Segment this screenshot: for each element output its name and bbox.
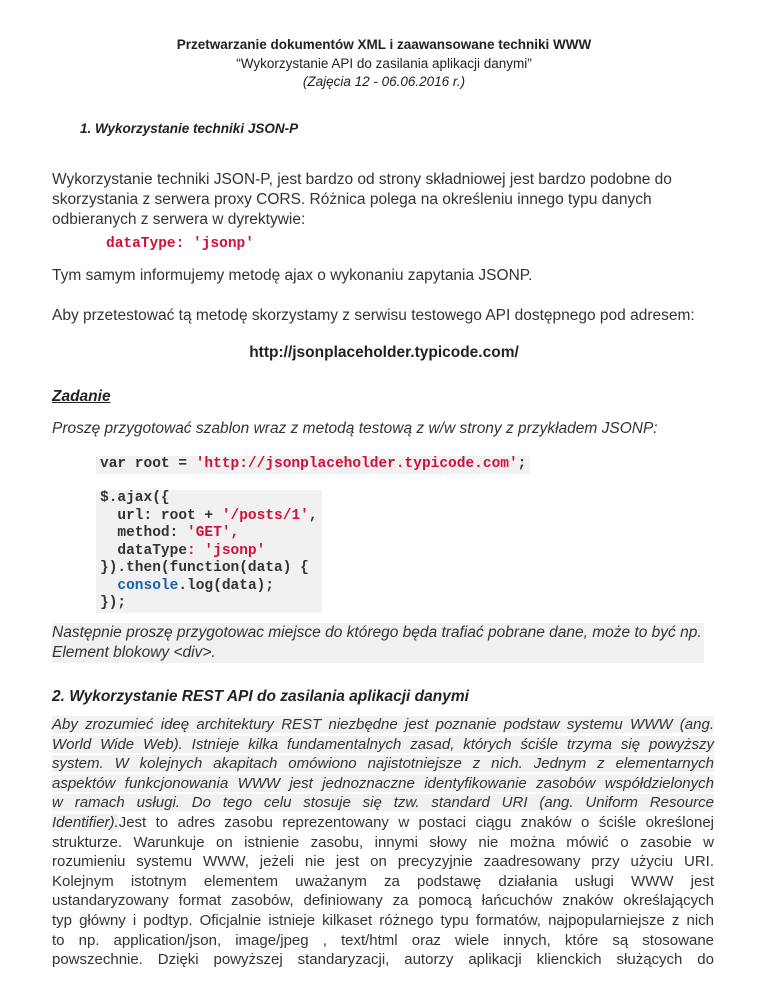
paragraph-line: skorzystania z serwera proxy CORS. Różnica polega na określeniu innego typu danych [52,191,652,208]
code-value: 'jsonp' [193,236,254,252]
code-token: var root = [100,456,196,472]
paragraph-line [52,852,714,872]
highlighted-text: system. W kolejnych akapitach omówiono najistotniejsze z nich. Jednym z elementarnych [52,755,714,773]
highlighted-text: World Wide Web). Istnieje kilka fundamentalnych zasad, których ściśle trzyma się powyższy [52,735,714,753]
body-text: powszechnie. Dzięki powyższej standaryzacji, autorzy aplikacji klienckich służących do [52,951,714,969]
task-intro: Proszę przygotować szablon wraz z metodą testową z w/w strony z przykładem JSONP: [52,420,658,437]
document-subtitle: “Wykorzystanie API do zasilania aplikacji danymi” [236,56,532,71]
code-token: ; [517,456,527,472]
section-2-paragraph [52,715,714,970]
code-token: method: [100,525,188,541]
code-token: , [308,507,318,524]
body-text: strukturze. Warunkuje on istnienie zasobu, innymi słowy nie można mówić o zasobie w [52,833,714,851]
document-title: Przetwarzanie dokumentów XML i zaawansowane techniki WWW [176,37,592,52]
code-token: url: root + [100,507,222,524]
paragraph-line [52,891,714,911]
code-token [100,578,117,594]
body-text: ustandaryzowany format zasobów, definiowany za pomocą łańcuchów znaków określających [52,892,714,910]
highlighted-text: aspektów funkcjonowania WWW jest jednoznaczne identyfikowanie zasobów współdzielonych [52,774,714,792]
body-text: Kolejnym istotnym elementem uważanym za podstawę działania usługi WWW jest [52,872,714,890]
highlighted-text: w ramach usługi. Do tego celu stosuje się tzw. standard URI (ang. Uniform Resource [52,794,714,812]
paragraph-line [52,793,714,813]
code-block-ajax [96,490,322,613]
code-string: 'http://jsonplaceholder.typicode.com' [195,456,518,472]
code-line: }).then(function(data) { [100,560,309,576]
task-heading: Zadanie [52,388,111,405]
code-line: }); [100,595,127,611]
highlighted-text: Identifier). [52,813,119,831]
code-token: .log(data); [178,577,275,594]
body-text: rozumieniu systemu WWW, jeżeli nie jest on precyzyjnie zaadresowany przy użyciu URI. [52,853,714,871]
code-string: : 'jsonp' [187,542,266,559]
paragraph-line [52,872,714,892]
code-console: console [117,577,179,594]
paragraph-line [52,833,714,853]
paragraph-line [52,950,714,970]
paragraph-line [52,735,714,755]
body-text: Jest to adres zasobu reprezentowany w postaci ciągu znaków o ściśle określonej [118,813,714,831]
body-text: typ główny i podtyp. Oficjalnie istnieje kilkaset różnego typu formatów, najpopularniejsze z nich [52,911,714,929]
task-followup [52,623,704,663]
code-key: dataType: [106,236,185,252]
code-string: '/posts/1' [221,507,309,524]
paragraph-line [52,911,714,931]
paragraph-line [52,813,714,833]
paragraph-line: Element blokowy <div>. [52,644,216,661]
paragraph-line [52,774,714,794]
paragraph-line [52,754,714,774]
paragraph-line: Wykorzystanie techniki JSON-P, jest bardzo od strony składniowej jest bardzo podobne do [52,171,672,188]
test-api-paragraph: Aby przetestować tą metodę skorzystamy z serwisu testowego API dostępnego pod adresem: [52,307,695,324]
section-2-heading: 2. Wykorzystanie REST API do zasilania aplikacji danymi [52,688,469,705]
paragraph-line: Następnie proszę przygotowac miejsce do którego będa trafiać pobrane dane, może to być np. [52,624,702,641]
paragraph-line [52,715,714,735]
section-1-heading: 1. Wykorzystanie techniki JSON-P [80,121,299,136]
paragraph-line [52,931,714,951]
code-block-root [96,456,530,474]
code-line: $.ajax({ [100,490,170,506]
document-date: (Zajęcia 12 - 06.06.2016 r.) [302,74,466,89]
paragraph-line: odbieranych z serwera w dyrektywie: [52,211,306,228]
body-text: to np. application/json, image/jpeg , text/html oraz wiele innych, które są stosowane [52,931,714,949]
code-token: dataType [100,542,188,559]
code-string: 'GET', [187,525,240,541]
section-1-paragraph [52,170,714,230]
api-url: http://jsonplaceholder.typicode.com/ [249,344,519,361]
jsonp-info-paragraph: Tym samym informujemy metodę ajax o wykonaniu zapytania JSONP. [52,267,533,284]
highlighted-text: Aby zrozumieć ideę architektury REST niezbędne jest poznanie podstaw systemu WWW (ang. [52,716,714,733]
datatype-code-snippet [106,236,254,252]
